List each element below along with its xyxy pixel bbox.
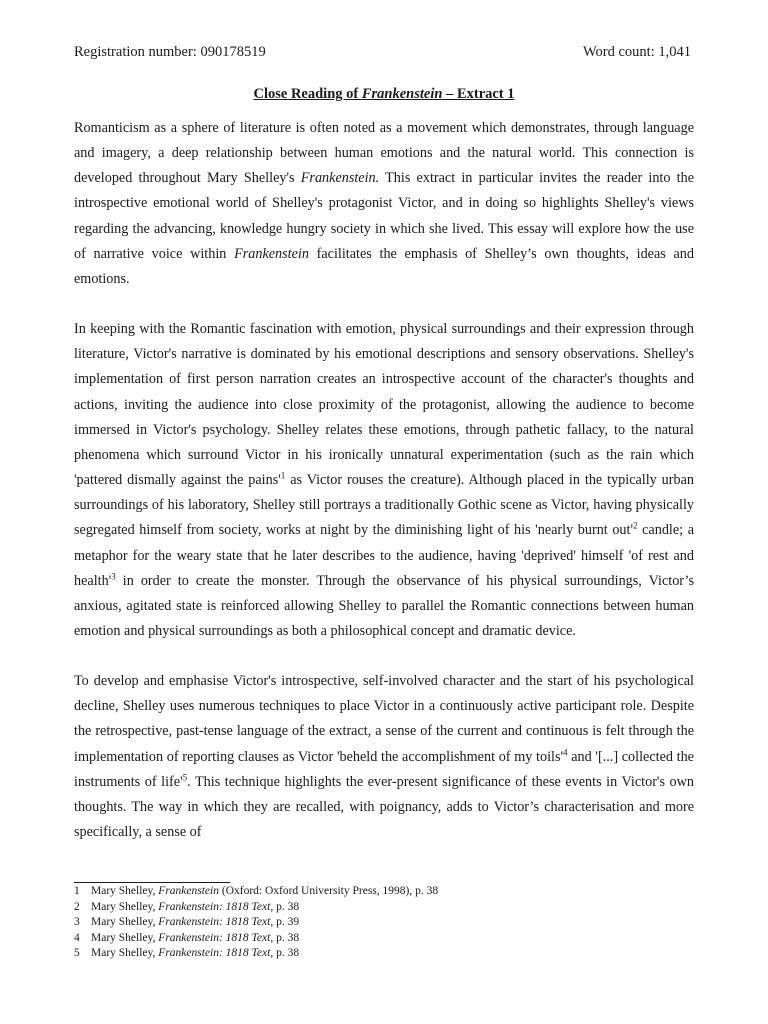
- footnote-work: Frankenstein: 1818 Text: [158, 947, 271, 959]
- footnote-work: Frankenstein: 1818 Text: [158, 900, 271, 913]
- footnote-item: [74, 884, 694, 900]
- footnote-author: Mary Shelley,: [91, 931, 159, 944]
- footnote-work: Frankenstein: 1818 Text: [158, 916, 271, 928]
- p3-text-a: To develop and emphasise Victor's introspective, self-involved character and the start of his psychological decline, Shelley uses numerous techniques to place Victor in a continuously active participant role. Despite the retrospective, past-tense language of the extract, a sense of the current and continuous is felt through the implementation of reporting clauses as Victor 'beheld the accomplishment of my toils': [74, 673, 694, 765]
- footnote-author: Mary Shelley,: [91, 916, 159, 928]
- paragraph-2: [74, 317, 694, 644]
- footnote-number: 5: [74, 947, 80, 959]
- footnote-item: [74, 915, 694, 931]
- p2-text-a: In keeping with the Romantic fascination with emotion, physical surroundings and their expression through literature, Victor's narrative is dominated by his emotional descriptions and sensory observations. Shelley's implementation of first person narration creates an introspective account of the character's thoughts and actions, inviting the audience into close proximity of the protagonist, allowing the audience to become immersed in Victor's psychology. Shelley relates these emotions, through pathetic fallacy, to the natural phenomena which surround Victor in his ironically unnatural experimentation (such as the rain which 'pattered dismally against the pains': [74, 321, 694, 489]
- p1-text-c: This extract in particular invites the reader into the introspective emotional world of Shelley's protagonist Victor, and in doing so highlights Shelley's views regarding the advancing, knowledge hungry society in which she lived. This essay will explore how the use of narrative voice within: [74, 170, 694, 262]
- p3-text-b: and '[...] collected the instruments of life': [74, 748, 694, 790]
- footnote-author: Mary Shelley,: [91, 900, 159, 913]
- word-count: Word count: 1,041: [583, 44, 691, 60]
- footnote-number: 4: [74, 931, 80, 944]
- p2-text-d: in order to create the monster. Through the observance of his physical surroundings, Victor’s anxious, agitated state is reinforced allowing Shelley to parallel the Romantic connections between human emotion and physical surroundings as both a philosophical concept and dramatic device.: [74, 572, 694, 639]
- footnote-ref-3: 3: [111, 570, 116, 581]
- footnote-citation: , p. 38: [270, 900, 300, 913]
- p2-text-b: as Victor rouses the creature). Although placed in the typically urban surroundings of his laboratory, Shelley still portrays a traditionally Gothic scene as Victor, having physically segregated himself from society, works at night by the diminishing light of his 'nearly burnt out': [74, 472, 694, 539]
- paragraph-3: [74, 669, 694, 845]
- paragraph-1: [74, 116, 694, 292]
- footnote-number: 3: [74, 916, 80, 928]
- footnote-ref-1: 1: [280, 470, 286, 481]
- footnote-author: Mary Shelley,: [91, 947, 159, 959]
- p1-italic-d: Frankenstein: [234, 245, 309, 262]
- essay-body: [74, 116, 694, 845]
- p3-text-c: . This technique highlights the ever-present significance of these events in Victor's own thoughts. The way in which they are recalled, with poignancy, adds to Victor’s characterisation and more specifically, a sense of: [74, 773, 694, 841]
- footnote-ref-5: 5: [182, 772, 188, 783]
- footnote-citation: , p. 38: [270, 931, 300, 944]
- footnote-citation: , p. 38: [270, 947, 300, 959]
- footnote-item: [74, 931, 694, 947]
- registration-number: Registration number: 090178519: [74, 44, 266, 60]
- footnotes: [74, 884, 694, 962]
- footnote-number: 1: [74, 885, 80, 897]
- footnote-divider: [74, 882, 230, 883]
- p1-italic-b: Frankenstein.: [300, 170, 380, 187]
- p1-text-e: facilitates the emphasis of Shelley’s own thoughts, ideas and emotions.: [74, 245, 694, 287]
- footnote-ref-4: 4: [563, 746, 568, 757]
- footnote-work: Frankenstein: [158, 885, 219, 897]
- document-title: [0, 86, 768, 103]
- footnote-author: Mary Shelley,: [91, 885, 159, 897]
- footnote-work: Frankenstein: 1818 Text: [158, 931, 271, 944]
- title-prefix: Close Reading of: [253, 86, 362, 102]
- footnote-citation: , p. 39: [270, 916, 300, 928]
- page-header: [74, 44, 691, 62]
- footnote-number: 2: [74, 900, 80, 913]
- p2-text-c: candle; a metaphor for the weary state that he later describes to the audience, having 'deprived' himself 'of rest and health': [74, 522, 694, 589]
- footnote-citation: (Oxford: Oxford University Press, 1998), p. 38: [218, 885, 439, 897]
- footnote-ref-2: 2: [633, 520, 638, 531]
- title-suffix: – Extract 1: [442, 86, 515, 102]
- footnote-item: [74, 946, 694, 962]
- footnote-item: [74, 900, 694, 916]
- title-italic: Frankenstein: [361, 86, 443, 102]
- p1-text-a: Romanticism as a sphere of literature is often noted as a movement which demonstrates, through language and imagery, a deep relationship between human emotions and the natural world. This connection is developed throughout Mary Shelley's: [74, 120, 694, 187]
